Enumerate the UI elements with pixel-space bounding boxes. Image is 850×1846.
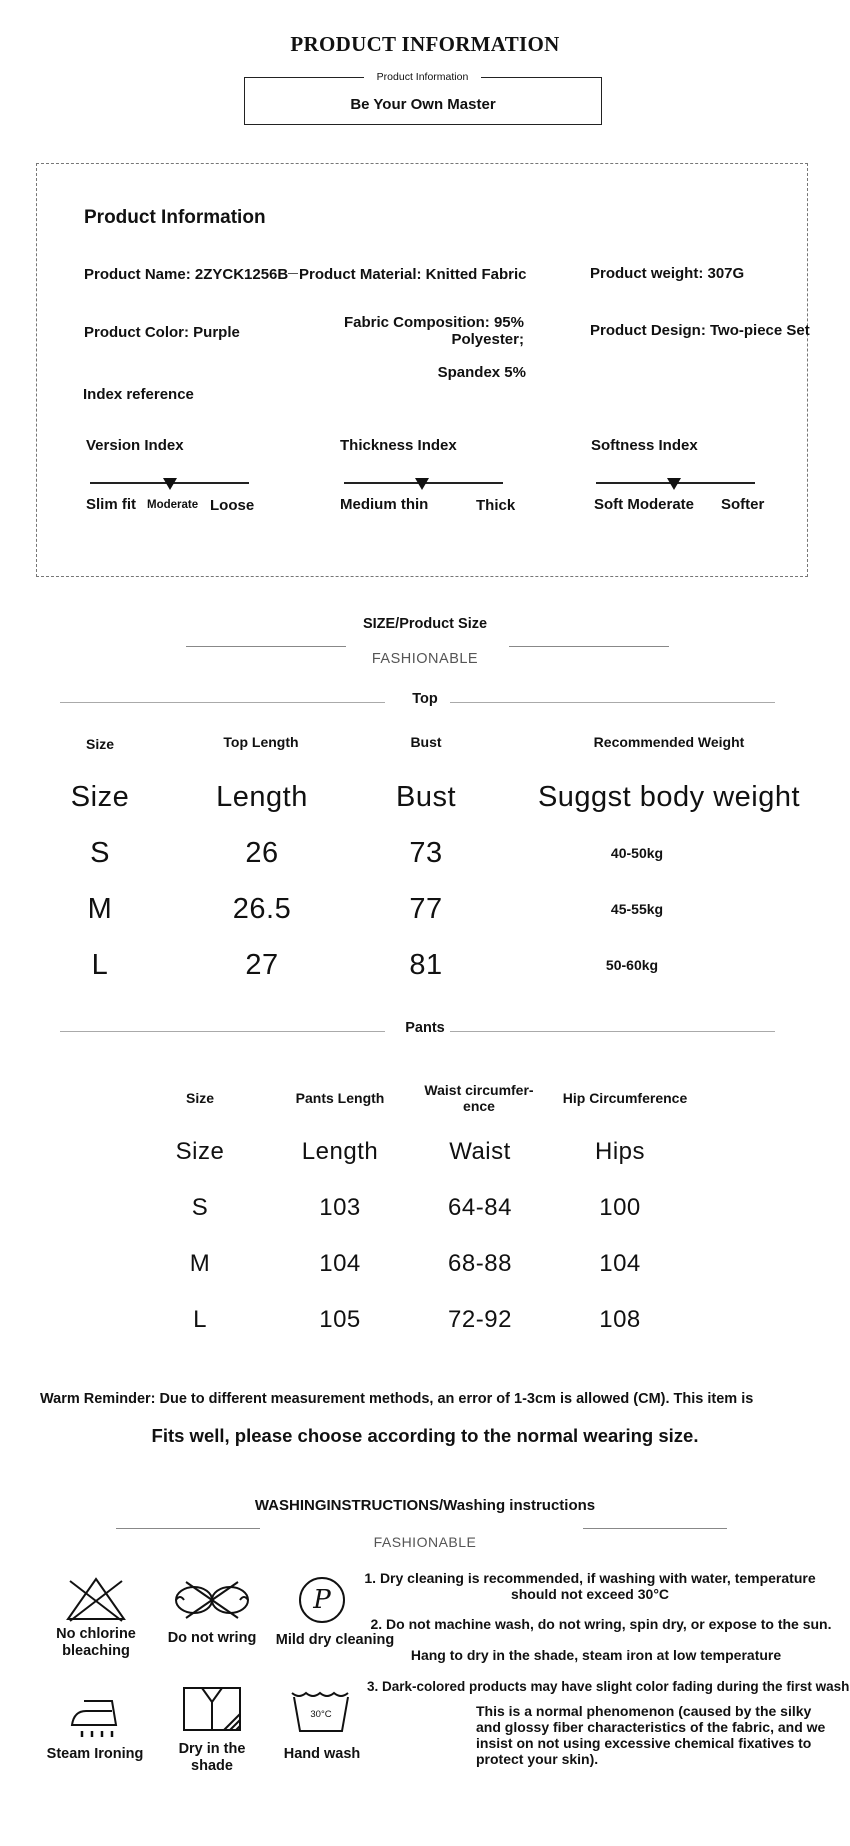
- instruction-3: 3. Dark-colored products may have slight color fading during the first wash: [367, 1679, 850, 1694]
- pants-header-size: Size: [185, 1090, 215, 1106]
- table-cell: 68-88: [448, 1250, 512, 1277]
- hand-wash-label: Hand wash: [283, 1746, 361, 1762]
- table-cell: 77: [409, 893, 443, 925]
- product-weight: Product weight: 307G: [590, 265, 745, 282]
- softness-index-left: Soft Moderate: [594, 496, 695, 513]
- pants-header-waist-2: ence: [463, 1098, 495, 1114]
- fit-note: Fits well, please choose according to the normal wearing size.: [151, 1425, 699, 1446]
- table-cell: 26.5: [232, 893, 292, 925]
- instruction-1: 1. Dry cleaning is recommended, if washing with water, temperature: [364, 1570, 816, 1586]
- table-cell: S: [90, 837, 110, 869]
- product-material: Product Material: Knitted Fabric: [299, 266, 527, 283]
- info-title: Product Information: [84, 207, 266, 228]
- softness-index-right: Softer: [721, 496, 765, 513]
- pants-sub-length: Length: [301, 1138, 379, 1165]
- table-cell: M: [189, 1250, 211, 1277]
- pants-sub-hips: Hips: [594, 1138, 646, 1165]
- table-cell: 45-55kg: [610, 901, 664, 917]
- product-design: Product Design: Two-piece Set: [590, 322, 810, 339]
- fabric-composition-3: Spandex 5%: [437, 364, 526, 381]
- table-cell: 103: [319, 1194, 361, 1221]
- fabric-composition: Fabric Composition: 95%: [343, 314, 524, 331]
- name-separator: [288, 273, 298, 274]
- top-header-bust: Bust: [410, 734, 442, 750]
- pants-header-hips: Hip Circumference: [562, 1090, 688, 1106]
- steam-iron-label: Steam Ironing: [46, 1746, 144, 1762]
- size-rule-right: [509, 646, 669, 647]
- table-cell: 108: [599, 1306, 641, 1333]
- washing-rule-left: [116, 1528, 260, 1529]
- thickness-index-marker: [415, 478, 429, 490]
- size-section-title: SIZE/Product Size: [362, 616, 488, 632]
- washing-tagline: FASHIONABLE: [373, 1534, 477, 1550]
- product-name: Product Name: 2ZYCK1256B: [84, 266, 289, 283]
- header-slogan: Be Your Own Master: [350, 96, 496, 113]
- header-frame-line-left: [244, 77, 364, 78]
- pants-header-length: Pants Length: [295, 1090, 385, 1106]
- header-frame-line-right: [481, 77, 602, 78]
- size-rule-left: [186, 646, 346, 647]
- top-sub-length: Length: [216, 781, 308, 813]
- instruction-3d: insist on not using excessive chemical fixatives to: [476, 1735, 812, 1751]
- instruction-3b: This is a normal phenomenon (caused by the silky: [476, 1703, 812, 1719]
- table-cell: 100: [599, 1194, 641, 1221]
- version-index-right: Loose: [210, 497, 255, 514]
- size-tagline: FASHIONABLE: [371, 651, 479, 667]
- do-not-wring-icon: [172, 1580, 252, 1620]
- version-index-label: Version Index: [86, 437, 184, 454]
- instruction-1b: should not exceed 30°C: [510, 1586, 670, 1602]
- header-subtitle: Product Information: [376, 71, 469, 83]
- instruction-2b: Hang to dry in the shade, steam iron at low temperature: [410, 1647, 782, 1663]
- top-label: Top: [412, 691, 438, 707]
- table-cell: 40-50kg: [610, 845, 664, 861]
- table-cell: 105: [319, 1306, 361, 1333]
- index-reference: Index reference: [83, 386, 194, 403]
- version-index-marker: [163, 478, 177, 490]
- instruction-3e: protect your skin).: [476, 1751, 599, 1767]
- pants-sub-waist: Waist: [449, 1138, 511, 1165]
- pants-header-waist: Waist circumfer-: [424, 1082, 534, 1098]
- table-cell: 26: [245, 837, 279, 869]
- washing-rule-right: [583, 1528, 727, 1529]
- pants-sub-size: Size: [175, 1138, 225, 1165]
- version-index-left: Slim fit: [86, 496, 137, 513]
- table-cell: 64-84: [448, 1194, 512, 1221]
- mild-dry-clean-label: Mild dry cleaning: [275, 1632, 395, 1648]
- product-color: Product Color: Purple: [84, 324, 240, 341]
- top-header-weight: Recommended Weight: [593, 734, 745, 750]
- thickness-index-right: Thick: [476, 497, 516, 514]
- thickness-index-label: Thickness Index: [340, 437, 457, 454]
- table-cell: 104: [319, 1250, 361, 1277]
- no-chlorine-bleach-icon: [64, 1576, 128, 1622]
- table-cell: 73: [409, 837, 443, 869]
- top-sub-bust: Bust: [395, 781, 457, 813]
- table-cell: L: [91, 949, 109, 981]
- table-cell: S: [191, 1194, 209, 1221]
- top-header-size: Size: [85, 736, 115, 752]
- page-title: PRODUCT INFORMATION: [290, 32, 560, 56]
- dry-in-shade-icon: [182, 1686, 242, 1732]
- softness-index-label: Softness Index: [591, 437, 698, 454]
- warm-reminder: Warm Reminder: Due to different measurement methods, an error of 1-3cm is allowed (CM). This item is: [40, 1391, 754, 1407]
- softness-index-marker: [667, 478, 681, 490]
- top-sub-weight: Suggst body weight: [537, 781, 801, 813]
- table-cell: 81: [409, 949, 443, 981]
- dry-in-shade-label: Dry in the shade: [178, 1741, 246, 1774]
- table-cell: 104: [599, 1250, 641, 1277]
- instruction-3c: and glossy fiber characteristics of the fabric, and we: [476, 1719, 826, 1735]
- do-not-wring-label: Do not wring: [167, 1630, 257, 1646]
- table-cell: 50-60kg: [605, 957, 659, 973]
- top-sub-size: Size: [70, 781, 130, 813]
- washing-title: WASHINGINSTRUCTIONS/Washing instructions: [254, 1497, 596, 1514]
- fabric-composition-2: Polyester;: [451, 331, 524, 348]
- table-cell: M: [87, 893, 113, 925]
- hand-wash-icon: 30°C: [290, 1687, 352, 1733]
- top-header-length: Top Length: [223, 734, 299, 750]
- pants-label: Pants: [405, 1020, 445, 1036]
- instruction-2: 2. Do not machine wash, do not wring, spin dry, or expose to the sun.: [370, 1616, 832, 1632]
- table-cell: 72-92: [448, 1306, 512, 1333]
- table-cell: L: [193, 1306, 207, 1333]
- thickness-index-left: Medium thin: [340, 496, 429, 513]
- mild-dry-clean-icon: P: [299, 1577, 345, 1623]
- table-cell: 27: [245, 949, 279, 981]
- steam-iron-icon: [68, 1693, 124, 1739]
- version-index-middle: Moderate: [147, 499, 199, 511]
- no-chlorine-label: No chlorine bleaching: [56, 1626, 136, 1659]
